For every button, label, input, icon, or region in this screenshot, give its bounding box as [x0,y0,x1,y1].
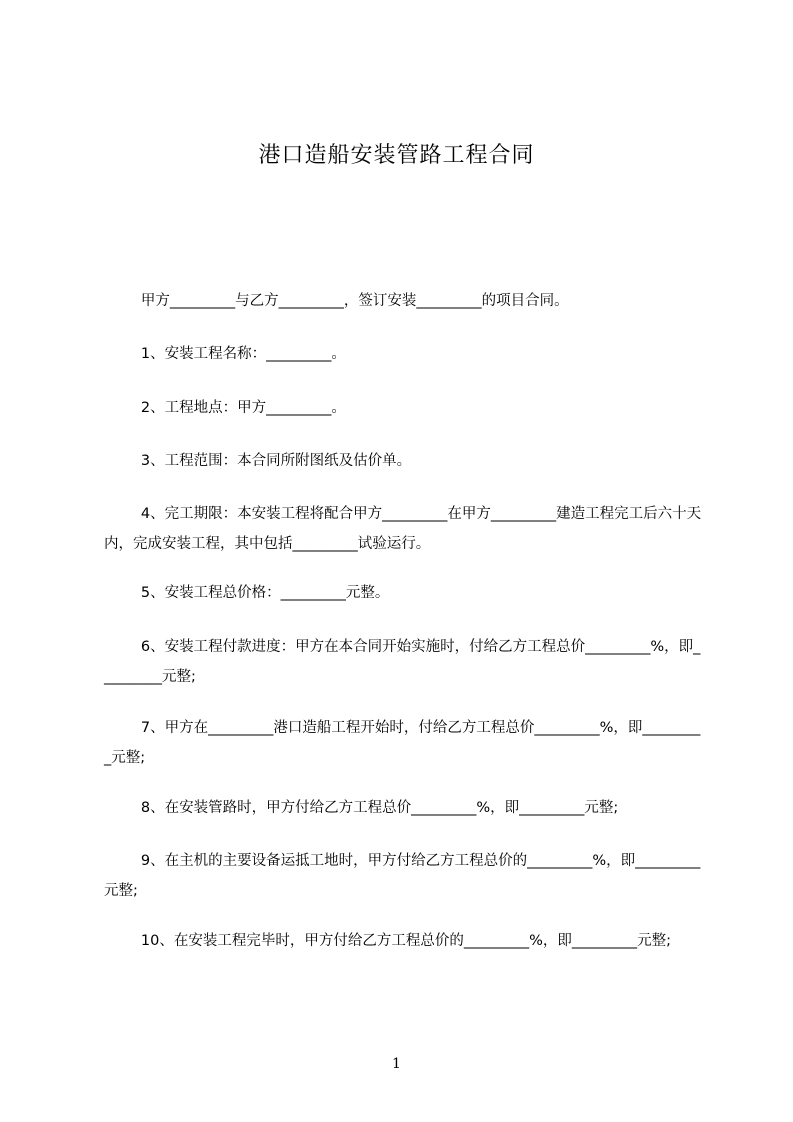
paragraph-payment-completion: 10、在安装工程完毕时，甲方付给乙方工程总价的_________%，即_________元整; [104,933,671,949]
paragraph-payment-piping: 8、在安装管路时，甲方付给乙方工程总价_________%，即_________元整; [104,800,619,816]
paragraph-deadline: 4、完工期限：本安装工程将配合甲方_________在甲方_________建造工程完工后六十天内，完成安装工程，其中包括_________试验运行。 [104,506,702,552]
paragraph-project-name: 1、安装工程名称：_________。 [104,346,346,362]
paragraph-total-price: 5、安装工程总价格：_________元整。 [104,585,390,601]
paragraph-payment-start: 7、甲方在_________港口造船工程开始时，付给乙方工程总价_________%，即_________元整; [104,720,701,766]
paragraph-parties: 甲方_________与乙方_________，签订安装_________的项目合同。 [104,293,569,309]
paragraph-payment-equipment: 9、在主机的主要设备运抵工地时，甲方付给乙方工程总价的_________%，即_________元整; [104,853,701,899]
paragraph-payment-schedule: 6、安装工程付款进度：甲方在本合同开始实施时，付给乙方工程总价_________%，即_________元整; [104,639,701,685]
page-number: 1 [392,1056,401,1072]
paragraph-scope: 3、工程范围：本合同所附图纸及估价单。 [104,453,412,469]
document-title: 港口造船安装管路工程合同 [258,143,535,168]
paragraph-location: 2、工程地点：甲方_________。 [104,400,346,416]
